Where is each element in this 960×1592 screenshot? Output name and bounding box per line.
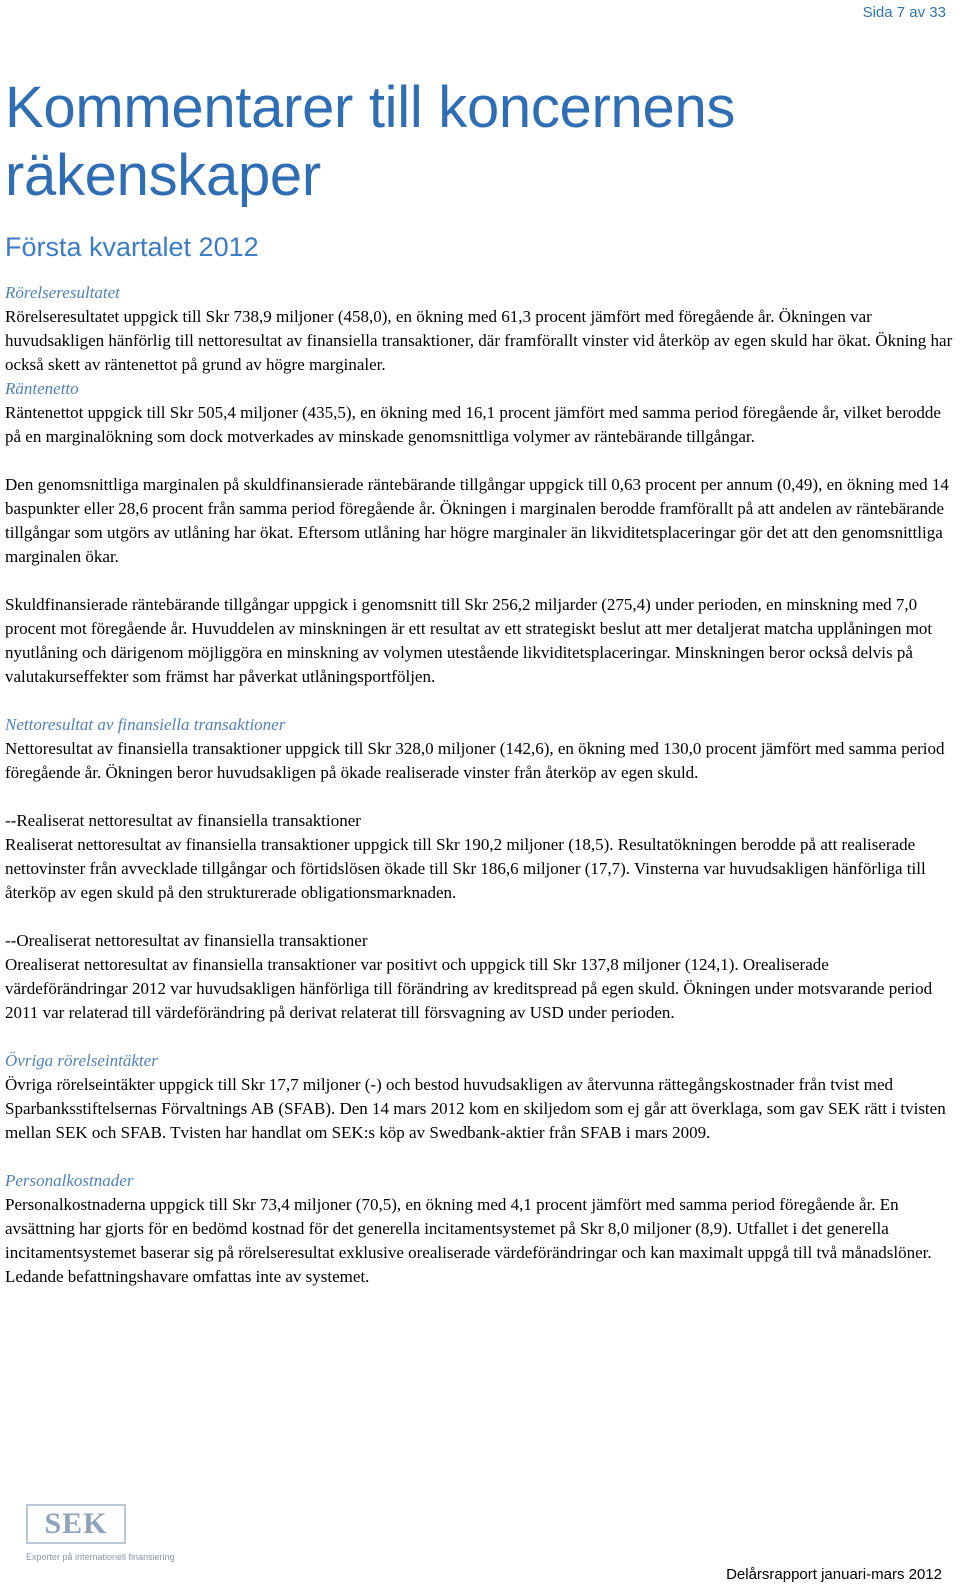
sek-logo-tagline: Exporter på internationell finansiering bbox=[26, 1552, 175, 1562]
page-subtitle: Första kvartalet 2012 bbox=[5, 232, 259, 262]
paragraph-rantenetto-1: Räntenettot uppgick till Skr 505,4 miljoner (435,5), en ökning med 16,1 procent jämfört med samma period föregående år, vilket berodde på en marginalökning som dock motverkades av minskade genomsnittliga volymer av räntebärande tillgångar. bbox=[5, 403, 941, 446]
paragraph-rorelseresultatet: Rörelseresultatet uppgick till Skr 738,9 miljoner (458,0), en ökning med 61,3 procent jämfört med föregående år. Ökningen var huvudsakligen hänförlig till nettoresultat av finansiella transaktioner, där framförallt vinster vid återköp av egen skuld har ökat. Ökning har också skett av räntenettot på grund av högre marginaler. bbox=[5, 307, 953, 374]
heading-personalkostnader: Personalkostnader bbox=[5, 1171, 134, 1190]
page-title bbox=[5, 74, 735, 210]
paragraph-personalkostnader: Personalkostnaderna uppgick till Skr 73,4 miljoner (70,5), en ökning med 4,1 procent jämfört med samma period föregående år. En avsättning har gjorts för en bedömd kostnad för det generella incitamentsystemet på Skr 8,0 miljoner (8,9). Utfallet i det generella incitamentsystemet baserar sig på rörelseresultat exklusive orealiserade värdeförändringar och kan maximalt uppgå till två månadslöner. Ledande befattningshavare omfattas inte av systemet. bbox=[5, 1195, 932, 1286]
page-number: Sida 7 av 33 bbox=[862, 4, 946, 21]
paragraph-ovriga-rorelseintakter: Övriga rörelseintäkter uppgick till Skr 17,7 miljoner (-) och bestod huvudsakligen av återvunna rättegångskostnader från tvist med Sparbanksstiftelsernas Förvaltnings AB (SFAB). Den 14 mars 2012 kom en skiljedom som ej går att överklaga, som gav SEK rätt i tvisten mellan SEK och SFAB. Tvisten har handlat om SEK:s köp av Swedbank-aktier från SFAB i mars 2009. bbox=[5, 1075, 946, 1142]
heading-rorelseresultatet: Rörelseresultatet bbox=[5, 283, 120, 302]
paragraph-nettoresultat: Nettoresultat av finansiella transaktioner uppgick till Skr 328,0 miljoner (142,6), en ökning med 130,0 procent jämfört med samma period föregående år. Ökningen beror huvudsakligen på ökade realiserade vinster från återköp av egen skuld. bbox=[5, 739, 945, 782]
page-title-line-1: Kommentarer till koncernens bbox=[5, 75, 736, 140]
heading-ovriga-rorelseintakter: Övriga rörelseintäkter bbox=[5, 1051, 158, 1070]
document-body bbox=[5, 281, 955, 1289]
heading-rantenetto: Räntenetto bbox=[5, 379, 79, 398]
paragraph-rantenetto-2: Den genomsnittliga marginalen på skuldfinansierade räntebärande tillgångar uppgick till 0,63 procent per annum (0,49), en ökning med 14 baspunkter eller 28,6 procent från samma period föregående år. Ökningen i marginalen berodde framförallt på att andelen av räntebärande tillgångar som utgörs av utlåning har ökat. Eftersom utlåning har högre marginaler än likviditetsplaceringar gör det att den genomsnittliga marginalen ökar. bbox=[5, 475, 949, 566]
heading-nettoresultat: Nettoresultat av finansiella transaktioner bbox=[5, 715, 286, 734]
page-title-line-2: räkenskaper bbox=[5, 143, 321, 208]
sek-logo-mark: SEK bbox=[26, 1504, 126, 1544]
paragraph-rantenetto-3: Skuldfinansierade räntebärande tillgångar uppgick i genomsnitt till Skr 256,2 miljarder (275,4) under perioden, en minskning med 7,0 procent mot föregående år. Huvuddelen av minskningen är ett resultat av ett strategiskt beslut att mer detaljerat matcha upplåningen mot nyutlåning och därigenom möjliggöra en minskning av volymen utestående likviditetsplaceringar. Minskningen beror också delvis på valutakurseffekter som främst har påverkat utlåningsportföljen. bbox=[5, 595, 933, 686]
heading-realiserat: --Realiserat nettoresultat av finansiella transaktioner bbox=[5, 811, 361, 830]
paragraph-realiserat: Realiserat nettoresultat av finansiella transaktioner uppgick till Skr 190,2 miljoner (18,5). Resultatökningen berodde på att realiserade nettovinster från avvecklade tillgångar och förtidslösen ökade till Skr 186,6 miljoner (17,7). Vinsterna var huvudsakligen hänförliga till återköp av egen skuld på den strukturerade obligationsmarknaden. bbox=[5, 835, 926, 902]
paragraph-orealiserat: Orealiserat nettoresultat av finansiella transaktioner var positivt och uppgick till Skr 137,8 miljoner (124,1). Orealiserade värdeförändringar 2012 var huvudsakligen hänförliga till förändring av kreditspread på egen skuld. Ökningen under motsvarande period 2011 var relaterad till värdeförändring på derivat relaterat till försvagning av USD under perioden. bbox=[5, 955, 933, 1022]
footer-report-name: Delårsrapport januari-mars 2012 bbox=[726, 1566, 942, 1583]
sek-logo bbox=[26, 1504, 175, 1564]
heading-orealiserat: --Orealiserat nettoresultat av finansiella transaktioner bbox=[5, 931, 368, 950]
